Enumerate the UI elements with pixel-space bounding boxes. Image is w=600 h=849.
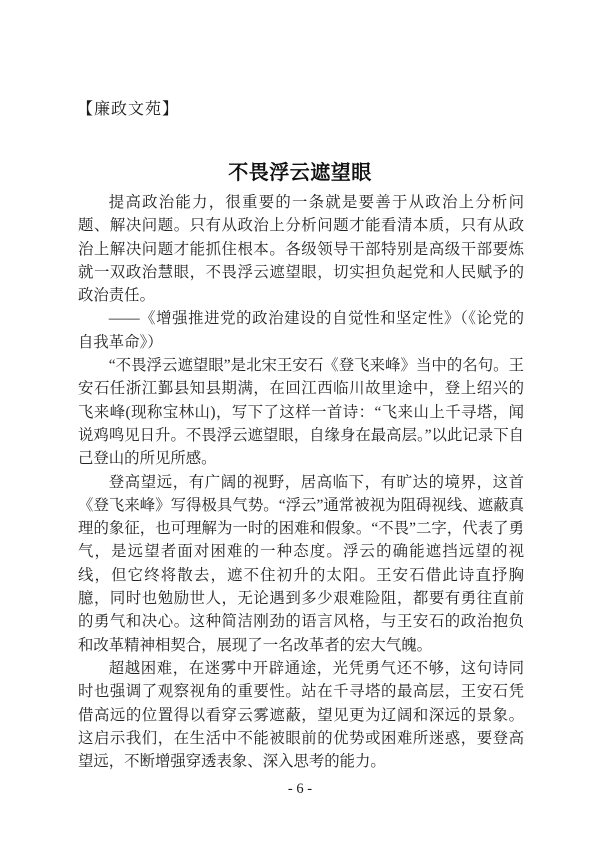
paragraph-analysis: 登高望远，有广阔的视野，居高临下，有旷达的境界，这首《登飞来峰》写得极具气势。“浮云”通常被视为阻碍视线、遮蔽真理的象征，也可理解为一时的困难和假象。“不畏”二字，代表了勇气，是远望者面对困难的一种态度。浮云的确能遮挡远望的视线，但它终将散去，遮不住初升的太阳。王安石借此诗直抒胸臆，同时也勉励世人，无论遇到多少艰难险阻，都要有勇往直前的勇气和决心。这种简洁刚劲的语言风格，与王安石的政治抱负和改革精神相契合，展现了一名改革者的宏大气魄。 [78,473,524,654]
paragraph-conclusion: 超越困难，在迷雾中开辟通途，光凭勇气还不够，这句诗同时也强调了观察视角的重要性。站在千寻塔的最高层，王安石凭借高远的位置得以看穿云雾遮蔽，望见更为辽阔和深远的景象。这启示我们，在生活中不能被眼前的优势或困难所迷惑，要登高望远，不断增强穿透表象、深入思考的能力。 [78,659,524,771]
article-body [78,191,524,773]
paragraph-attribution: ——《增强推进党的政治建设的自觉性和坚定性》（《论党的自我革命》） [78,310,524,351]
section-label: 【廉政文苑】 [77,101,180,118]
paragraph-quote: 提高政治能力，很重要的一条就是要善于从政治上分析问题、解决问题。只有从政治上分析问题才能看清本质，只有从政治上解决问题才能抓住根本。各级领导干部特别是高级干部要炼就一双政治慧眼，不畏浮云遮望眼，切实担负起党和人民赋予的政治责任。 [78,194,524,305]
page-number: - 6 - [287,781,313,797]
paragraph-origin: “不畏浮云遮望眼”是北宋王安石《登飞来峰》当中的名句。王安石任浙江鄞县知县期满，在回江西临川故里途中，登上绍兴的飞来峰(现称宝林山)，写下了这样一首诗：“飞来山上千寻塔，闻说鸡鸣见日升。不畏浮云遮望眼，自缘身在最高层。”以此记录下自己登山的所见所感。 [78,357,524,468]
article-title: 不畏浮云遮望眼 [228,162,372,185]
